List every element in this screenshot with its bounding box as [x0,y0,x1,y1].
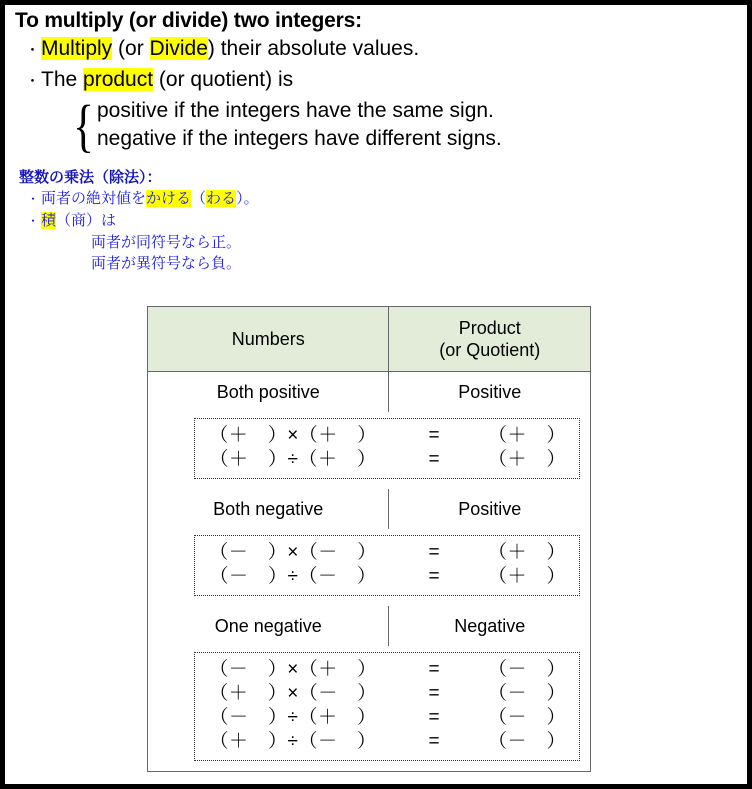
brace-line-negative: negative if the integers have different signs. [97,127,502,150]
brace-lines [97,97,502,153]
formula-equals: = [428,542,440,563]
formula-result: （＋ ） [487,425,566,446]
formula-result: （＋ ） [487,449,566,470]
japanese-bullet-2 [27,210,719,232]
formula-band-both-positive [148,418,590,479]
formula-expression: （－ ）÷（－ ） [209,566,377,587]
result-both-negative: Positive [458,498,522,519]
rules-table [147,306,591,772]
bullet-icon: ・ [25,73,41,90]
formula-row [195,565,579,589]
formula-result: （－ ） [487,659,566,680]
japanese-title: 整数の乗法（除法）： [19,169,162,186]
formula-result: （－ ） [487,707,566,728]
formula-expression: （－ ）×（＋ ） [209,659,377,680]
formula-expression: （＋ ）÷（－ ） [209,731,377,752]
english-title: To multiply (or divide) two integers: [15,9,362,32]
formula-expression: （－ ）÷（＋ ） [209,707,377,728]
formula-expression: （－ ）×（－ ） [209,542,377,563]
japanese-indent-2: 両者が異符号なら負。 [91,255,242,272]
formula-result: （－ ） [487,731,566,752]
highlight-divide: Divide [149,37,208,60]
formula-equals: = [428,425,440,446]
table-row [148,372,590,412]
bullet-icon: ・ [27,192,40,206]
header-cell-product [389,307,590,371]
english-section [15,7,735,158]
japanese-line1-mid: （ [191,190,207,207]
formula-equals: = [428,449,440,470]
bullet-icon: ・ [27,214,40,228]
formula-row [195,682,579,706]
highlight-kakeru: かける [146,190,192,207]
highlight-product: product [83,68,154,91]
result-one-negative: Negative [454,615,526,636]
formula-box-one-negative [194,652,580,761]
header-cell-numbers: Numbers [148,307,389,371]
highlight-multiply: Multiply [41,37,113,60]
formula-box-both-positive [194,418,580,479]
formula-band-one-negative [148,652,590,761]
table-row [148,606,590,646]
label-one-negative: One negative [148,606,389,646]
english-brace-group [73,93,735,158]
formula-row [195,706,579,730]
table-header-row [148,307,590,372]
formula-result: （＋ ） [487,566,566,587]
brace-line-positive: positive if the integers have the same sign. [97,99,494,122]
formula-equals: = [428,683,440,704]
formula-equals: = [428,566,440,587]
header-product-line1: Product [458,318,521,338]
english-line1-mid: (or [112,37,150,60]
formula-equals: = [428,731,440,752]
formula-equals: = [428,707,440,728]
slide-content [5,5,747,784]
japanese-indent-1: 両者が同符号なら正。 [91,234,242,251]
english-line2-pre: The [41,68,84,91]
formula-equals: = [428,659,440,680]
formula-row [195,730,579,754]
formula-row [195,448,579,472]
english-bullet-2 [15,65,735,96]
japanese-line1-pre: 両者の絶対値を [41,190,147,207]
formula-band-both-negative [148,535,590,596]
header-product-line2: (or Quotient) [439,340,541,360]
result-both-positive: Positive [458,381,522,402]
english-line1-post: ) their absolute values. [207,37,420,60]
formula-result: （－ ） [487,683,566,704]
english-bullet-1 [15,34,735,65]
formula-expression: （＋ ）×（－ ） [209,683,377,704]
label-both-positive: Both positive [148,372,389,412]
formula-row [195,541,579,565]
label-both-negative: Both negative [148,489,389,529]
formula-result: （＋ ） [487,542,566,563]
english-bullet-2-text [41,65,293,94]
highlight-waru: わる [206,190,237,207]
english-bullet-1-text [41,34,419,63]
curly-brace-icon: { [73,93,94,158]
english-line2-post: (or quotient) is [153,68,294,91]
rules-table-wrapper [147,306,591,772]
bullet-icon: ・ [25,42,41,59]
japanese-line1-post: ）。 [236,190,259,207]
formula-row [195,658,579,682]
formula-expression: （＋ ）×（＋ ） [209,425,377,446]
japanese-section [19,168,719,274]
highlight-seki: 積 [41,212,57,229]
japanese-bullet-1 [27,188,719,210]
formula-expression: （＋ ）÷（＋ ） [209,449,377,470]
japanese-line2-post: （商）は [56,212,117,229]
formula-box-both-negative [194,535,580,596]
formula-row [195,424,579,448]
table-row [148,489,590,529]
